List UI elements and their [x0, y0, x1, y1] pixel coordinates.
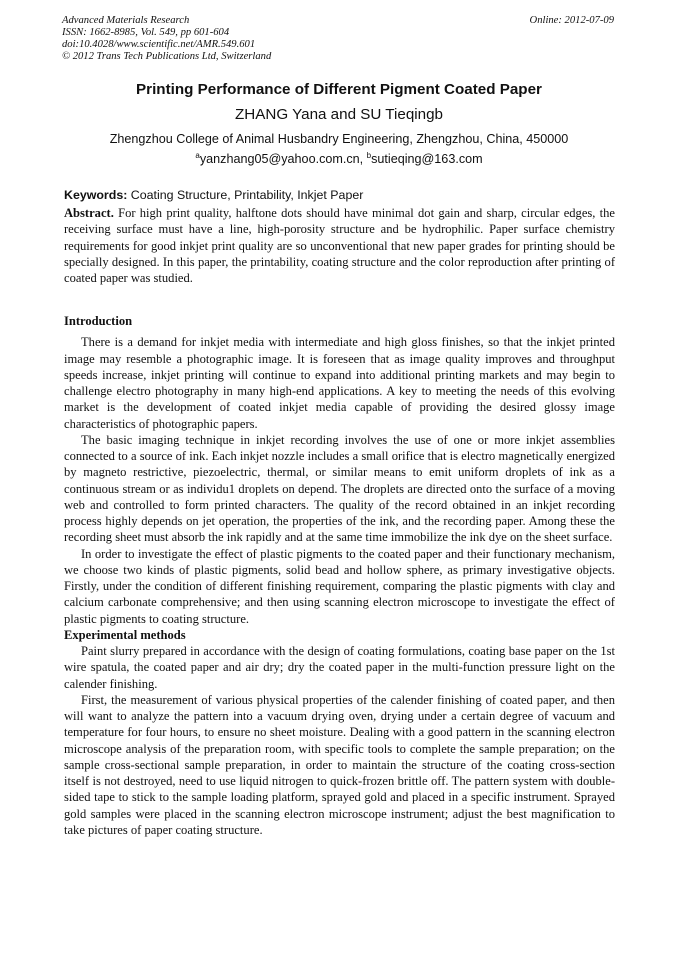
journal-name: Advanced Materials Research [62, 15, 190, 26]
methods-heading: Experimental methods [64, 627, 186, 642]
abstract-label: Abstract. [64, 206, 114, 220]
paragraph: In order to investigate the effect of plastic pigments to the coated paper and their functionary mechanism, we choose two kinds of plastic pigments, solid bead and hollow sphere, as primary investigative objects. Firstly, under the condition of different finishing requirement, comparing the plastic pigments with clay and calcium carbonate comprehensive; and then using scanning electron microscope to investigate the effect of plastic pigments to coating structure. [64, 546, 615, 626]
paper-title: Printing Performance of Different Pigment Coated Paper [136, 81, 542, 98]
paragraph: Paint slurry prepared in accordance with the design of coating formulations, coating base paper on the 1st wire spatula, the coated paper and air dry; dry the coated paper in the multi-function pressure light on the calender finishing. [64, 644, 615, 691]
authors: ZHANG Yana and SU Tieqingb [235, 106, 443, 123]
email-b[interactable]: sutieqing@163.com [371, 152, 483, 166]
journal-info [62, 15, 271, 63]
paragraph: The basic imaging technique in inkjet recording involves the use of one or more inkjet assemblies connected to a source of ink. Each inkjet nozzle includes a small orifice that is electro magnetically energized by magneto restrictive, piezoelectric, thermal, or similar means to emit uniform droplets of ink as a continuous stream or as individu1 droplets on depend. The droplets are directed onto the surface of a moving web and controlled to form printed characters. The quality of the record obtained in an inkjet recording process highly depends on jet operation, the properties of the ink, and the recording paper. Among these the recording sheet must absorb the ink rapidly and at the same time immobilize the ink dye on the sheet surface. [64, 432, 615, 545]
introduction-section [64, 313, 615, 838]
affiliation: Zhengzhou College of Animal Husbandry Engineering, Zhengzhou, China, 450000 [109, 132, 569, 146]
introduction-heading: Introduction [64, 314, 133, 328]
issn: ISSN: 1662-8985, Vol. 549, pp 601-604 [62, 27, 230, 38]
keywords-label: Keywords: [64, 188, 128, 202]
paragraph: First, the measurement of various physical properties of the calender finishing of coated paper, and then will want to analyze the pattern into a vacuum drying oven, drying under a certain degree of vacuum and temperature for four hours, to ensure no sheet moisture. Dealing with a good pattern in the scanning electron microscope analysis of the preparation room, with specific tools to complete the sample preparation; on the sample cross-sectional sample preparation, in order to maintain the structure of the coating cross-section itself is not destroyed, need to use liquid nitrogen to quick-frozen brittle off. The pattern system with double-sided tape to stick to the sample loading platform, sprayed gold and placed in a specific instrument. Sprayed gold samples were placed in the scanning electron microscope instrument; adjust the best magnification to take pictures of paper coating structure. [64, 692, 615, 837]
doi: doi:10.4028/www.scientific.net/AMR.549.601 [62, 39, 256, 50]
online-date: Online: 2012-07-09 [529, 15, 614, 26]
email-a[interactable]: yanzhang05@yahoo.com.cn, [199, 152, 367, 166]
sup-a: a [195, 151, 200, 160]
paragraph: There is a demand for inkjet media with intermediate and high gloss finishes, so that the inkjet printed image may resemble a photographic image. It is foreseen that as image quality improves and throughput speeds increase, inkjet printing will continue to expand into additional printing markets and may begin to challenge electro photography in many high-end applications. A key to meeting the needs of this evolving market is the development of coated inkjet media capable of providing the desired glossy image characteristics of photographic papers. [64, 335, 615, 431]
sup-b: b [366, 151, 372, 160]
abstract-text: For high print quality, halftone dots should have minimal dot gain and sharp, circular edges, the receiving surface must have a line, high-porosity structure and be hydrophilic. Paper surface chemistry requirements for good inkjet print quality are so unconventional that new paper grades for printing should be specially designed. In this paper, the printability, coating structure and the color reproduction after printing of coated paper was studied. [64, 206, 615, 285]
abstract [64, 205, 615, 286]
keywords-text: Coating Structure, Printability, Inkjet Paper [127, 188, 364, 202]
keywords [64, 188, 363, 202]
copyright: © 2012 Trans Tech Publications Ltd, Switzerland [62, 51, 272, 62]
emails [0, 151, 678, 166]
